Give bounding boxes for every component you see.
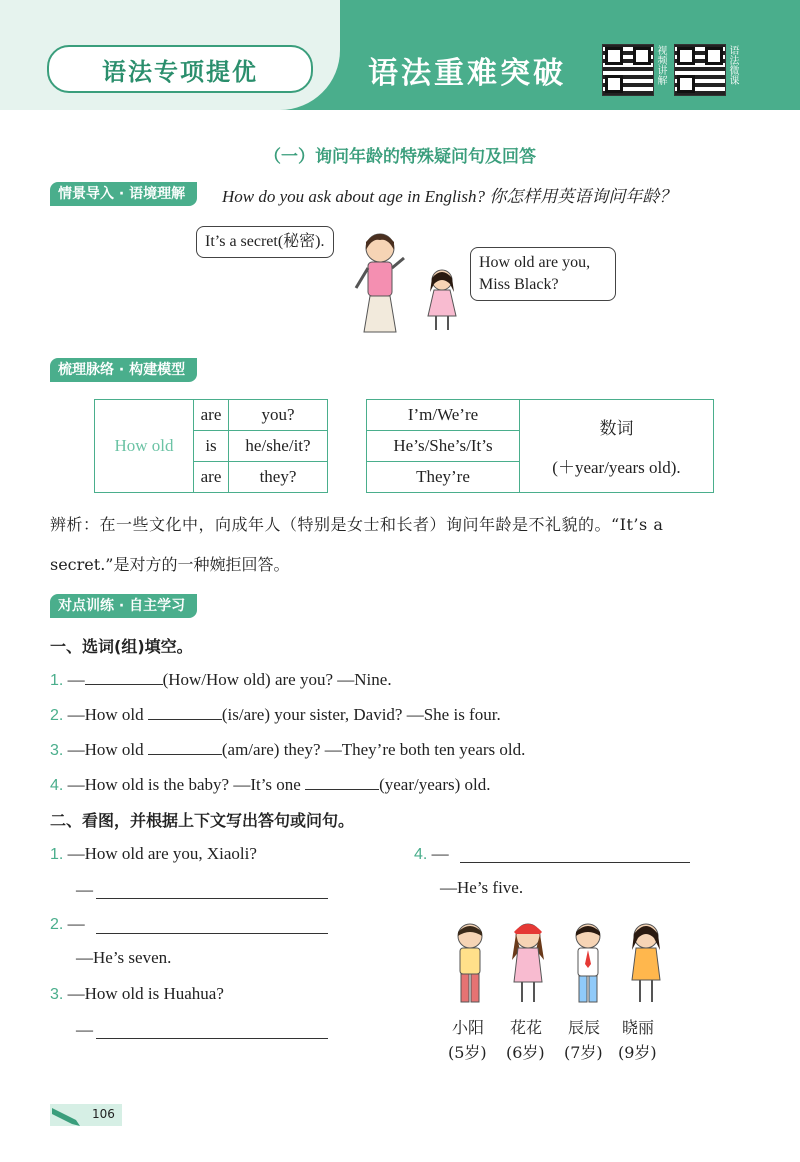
dialog-3-answer-dash: — [76,1020,93,1039]
note-line-1: 辨析：在一些文化中，向成年人（特别是女士和长者）询问年龄是不礼貌的。“It’s a [50,515,664,534]
dialog-number: 4. [414,846,428,863]
intro-tag: 情景导入 · 语境理解 [50,182,197,206]
answer-subject-cell: They’re [367,461,520,492]
dialog-2-answer: —He’s seven. [76,948,172,967]
exercise-text: —How old [67,740,144,759]
kid-name-huahua: 花花 [510,1018,543,1037]
verb-cell: is [194,431,229,462]
exercise-number: 2. [50,707,64,724]
kid-name-chenchen: 辰辰 [568,1018,601,1037]
part2-title: 二、看图，并根据上下文写出答句或问句。 [50,811,355,830]
kid-name-xiaoyang: 小阳 [452,1018,485,1037]
bubble-line-1: How old are you, [479,254,591,271]
dialog-3-question [50,984,224,1004]
answer-line[interactable] [96,898,328,899]
qr-code-grammar[interactable] [674,44,726,96]
question-pattern-table [94,399,328,493]
dialog-text: —How old are you, Xiaoli? [67,844,257,863]
qr-label-grammar: 语法微课 [727,45,738,85]
answer-blank[interactable] [148,703,222,720]
subject-cell: they? [229,462,328,493]
exercise-number: 1. [50,672,64,689]
kid-age-xiaoyang: (5岁) [448,1043,487,1062]
exercise-text: (How/How old) are you? —Nine. [162,670,392,689]
dialog-text: — [431,844,449,863]
section-title: （一）询问年龄的特殊疑问句及回答 [264,147,536,167]
verb-cell: are [194,400,229,431]
answer-line[interactable] [96,933,328,934]
dialog-text: —How old is Huahua? [67,984,224,1003]
practice-tag: 对点训练 · 自主学习 [50,594,197,618]
part1-title: 一、选词(组)填空。 [50,637,193,656]
exercise-text: (am/are) they? —They’re both ten years old. [221,740,526,759]
note-line-2: secret.”是对方的一种婉拒回答。 [50,555,290,574]
exercise-4 [50,773,490,795]
answer-line[interactable] [96,1038,328,1039]
speech-bubble-girl [470,247,616,301]
kid-chenchen-figure [576,924,600,1002]
kid-age-chenchen: (7岁) [564,1043,603,1062]
exercise-number: 4. [50,777,64,794]
exercise-text: —How old is the baby? —It’s one [67,775,301,794]
exercise-1 [50,668,392,690]
dialog-2-question [50,914,85,934]
exercise-text: (year/years) old. [379,775,491,794]
dialog-number: 1. [50,846,64,863]
dialog-4-answer: —He’s five. [440,878,524,897]
answer-blank[interactable] [148,738,222,755]
exercise-text: — [67,670,85,689]
answer-blank[interactable] [305,773,379,790]
unit-label: (＋year/years old). [552,458,681,477]
exercise-text: —How old [67,705,144,724]
kid-xiaoli-figure [632,924,660,1002]
qr-code-video[interactable] [602,44,654,96]
how-old-cell: How old [95,400,194,493]
header-category-pill: 语法专项提优 [47,45,313,93]
answer-subject-cell: He’s/She’s/It’s [367,430,520,461]
dialog-1-question [50,844,257,864]
exercise-number: 3. [50,742,64,759]
intro-question: How do you ask about age in English? 你怎样用英语询问年龄？ [222,187,677,206]
numeral-cell [520,400,714,493]
header-title: 语法重难突破 [368,56,566,91]
kid-huahua-figure [512,924,544,1002]
answer-line[interactable] [460,862,690,863]
pencil-icon [50,1104,84,1126]
model-tag: 梳理脉络 · 构建模型 [50,358,197,382]
qr-label-video: 视频讲解 [655,45,666,85]
exercise-3 [50,738,525,760]
dialog-1-answer-dash: — [76,880,93,899]
speech-bubble-teacher: It’s a secret(秘密). [196,226,334,258]
answer-pattern-table [366,399,714,493]
dialog-text: — [67,914,85,933]
teacher-illustration [340,228,420,338]
kid-name-xiaoli: 晓丽 [622,1018,655,1037]
children-illustration [448,920,678,1012]
bubble-line-2: Miss Black? [479,276,559,293]
subject-cell: he/she/it? [229,431,328,462]
answer-subject-cell: I’m/We’re [367,400,520,431]
kid-xiaoyang-figure [458,924,482,1002]
verb-cell: are [194,462,229,493]
kid-age-xiaoli: (9岁) [618,1043,657,1062]
kid-age-huahua: (6岁) [506,1043,545,1062]
exercise-text: (is/are) your sister, David? —She is four. [221,705,501,724]
subject-cell: you? [229,400,328,431]
dialog-number: 3. [50,986,64,1003]
dialog-number: 2. [50,916,64,933]
page-number: 106 [92,1107,115,1121]
numeral-label: 数词 [599,419,634,438]
answer-blank[interactable] [85,668,163,685]
exercise-2 [50,703,501,725]
girl-illustration [420,268,464,332]
dialog-4-question [414,844,449,864]
